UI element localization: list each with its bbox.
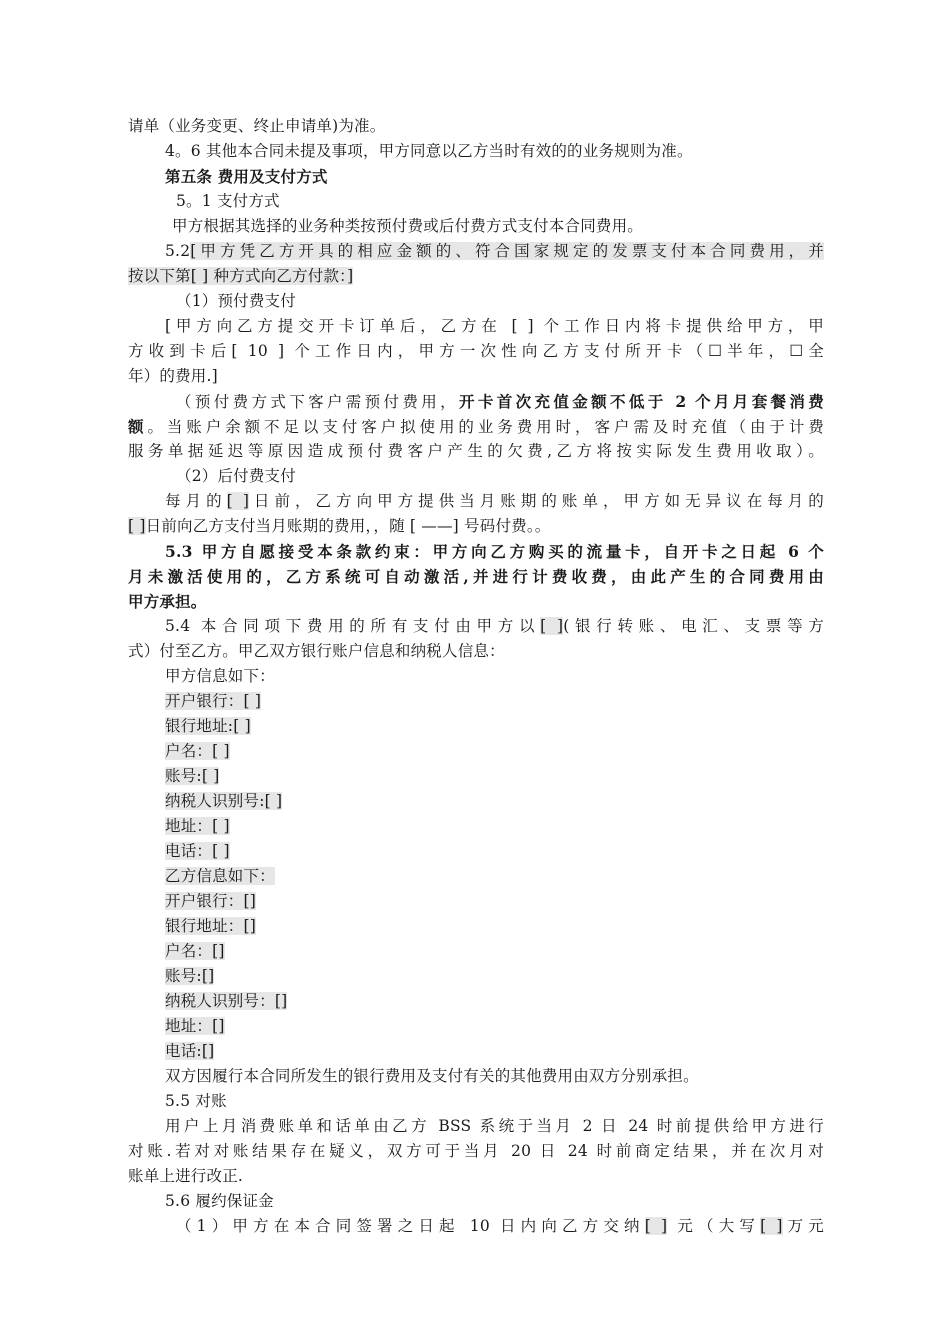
text-line: 式）付至乙方。甲乙双方银行账户信息和纳税人信息： bbox=[128, 642, 505, 660]
clause-5-3: 5.3 甲方自愿接受本条款约束：甲方向乙方购买的流量卡，自开卡之日起 6 个 bbox=[165, 542, 824, 561]
party-b-info-heading: 乙方信息如下： bbox=[165, 867, 275, 885]
party-a-address: 地址：[ ] bbox=[165, 817, 230, 835]
party-a-bank-address: 银行地址:[ ] bbox=[165, 717, 251, 735]
text-line: 月未激活使用的，乙方系统可自动激活,并进行计费收费，由此产生的合同费用由 bbox=[128, 567, 824, 586]
section-heading-article-5: 第五条 费用及支付方式 bbox=[165, 167, 328, 186]
party-a-bank: 开户银行：[ ] bbox=[165, 692, 262, 710]
text-line: 服务单据延迟等原因造成预付费客户产生的欠费,乙方将按实际发生费用收取）。 bbox=[128, 442, 824, 460]
text-line: 年）的费用.] bbox=[128, 367, 218, 385]
clause-5-4: 5.4 本合同项下费用的所有支付由甲方以[ ](银行转账、电汇、支票等方 bbox=[165, 617, 824, 635]
form-field: [ ] bbox=[128, 517, 146, 535]
party-a-account-name: 户名：[ ] bbox=[165, 742, 230, 760]
bold-text: 开卡首次充值金额不低于 2 个月月套餐消费 bbox=[459, 392, 824, 411]
text-line bbox=[128, 264, 824, 289]
clause-5-6-1: （1）甲方在本合同签署之日起 10 日内向乙方交纳[ ] 元（大写[ ]万元 bbox=[176, 1217, 824, 1235]
subheading-postpaid: （2）后付费支付 bbox=[176, 467, 296, 485]
text-line: 甲方承担。 bbox=[128, 592, 207, 611]
party-b-account-number: 账号:[] bbox=[165, 967, 215, 985]
text-line: 用户上月消费账单和话单由乙方 BSS 系统于当月 2 日 24 时前提供给甲方进行 bbox=[165, 1117, 824, 1135]
party-a-tax-id: 纳税人识别号:[ ] bbox=[165, 792, 283, 810]
party-b-bank: 开户银行：[] bbox=[165, 892, 256, 910]
clause-5-6-heading: 5.6 履约保证金 bbox=[165, 1192, 274, 1210]
clause-5-1-heading: 5。1 支付方式 bbox=[176, 192, 280, 210]
party-b-bank-address: 银行地址：[] bbox=[165, 917, 256, 935]
text-line: 方收到卡后[ 10 ] 个工作日内，甲方一次性向乙方支付所开卡（☐半年，☐全 bbox=[128, 342, 824, 360]
party-b-phone: 电话:[] bbox=[165, 1042, 215, 1060]
clause-4-6: 4。6 其他本合同未提及事项，甲方同意以乙方当时有效的的业务规则为准。 bbox=[165, 142, 693, 160]
party-a-info-heading: 甲方信息如下： bbox=[165, 667, 275, 685]
subheading-prepaid: （1）预付费支付 bbox=[176, 292, 296, 310]
form-field: [ ] bbox=[226, 492, 250, 510]
text-line: [甲方向乙方提交开卡订单后，乙方在 [ ] 个工作日内将卡提供给甲方，甲 bbox=[165, 317, 824, 335]
party-a-phone: 电话：[ ] bbox=[165, 842, 230, 860]
form-field: 按以下第[ ] 种方式向乙方付款：] bbox=[128, 267, 354, 285]
text-line: 双方因履行本合同所发生的银行费用及支付有关的其他费用由双方分别承担。 bbox=[165, 1067, 699, 1085]
form-field: [ ] bbox=[540, 617, 564, 635]
text-line: 请单（业务变更、终止申请单)为准。 bbox=[128, 117, 386, 135]
form-field: [甲方凭乙方开具的相应金额的、符合国家规定的发票支付本合同费用，并 bbox=[190, 242, 824, 260]
party-b-tax-id: 纳税人识别号：[] bbox=[165, 992, 288, 1010]
party-b-address: 地址：[] bbox=[165, 1017, 225, 1035]
text-line: 甲方根据其选择的业务种类按预付费或后付费方式支付本合同费用。 bbox=[172, 217, 644, 235]
clause-5-5-heading: 5.5 对账 bbox=[165, 1092, 227, 1110]
text-line: 账单上进行改正. bbox=[128, 1167, 244, 1185]
clause-5-2: 5.2[甲方凭乙方开具的相应金额的、符合国家规定的发票支付本合同费用，并 bbox=[165, 242, 824, 260]
text-line: 额。当账户余额不足以支付客户拟使用的业务费用时，客户需及时充值（由于计费 bbox=[128, 417, 824, 436]
party-a-account-number: 账号:[ ] bbox=[165, 767, 220, 785]
text-line: [ ]日前向乙方支付当月账期的费用，，随 [ ——] 号码付费。。 bbox=[128, 517, 551, 535]
text-line: 对账.若对对账结果存在疑义，双方可于当月 20 日 24 时前商定结果，并在次月对 bbox=[128, 1142, 824, 1160]
party-b-account-name: 户名：[] bbox=[165, 942, 225, 960]
form-field: [ ] bbox=[760, 1217, 783, 1235]
form-field: [ ] bbox=[644, 1217, 668, 1235]
prepaid-note: （预付费方式下客户需预付费用，开卡首次充值金额不低于 2 个月月套餐消费 bbox=[176, 392, 824, 411]
text-line: 每月的[ ]日前，乙方向甲方提供当月账期的账单，甲方如无异议在每月的 bbox=[165, 492, 825, 510]
